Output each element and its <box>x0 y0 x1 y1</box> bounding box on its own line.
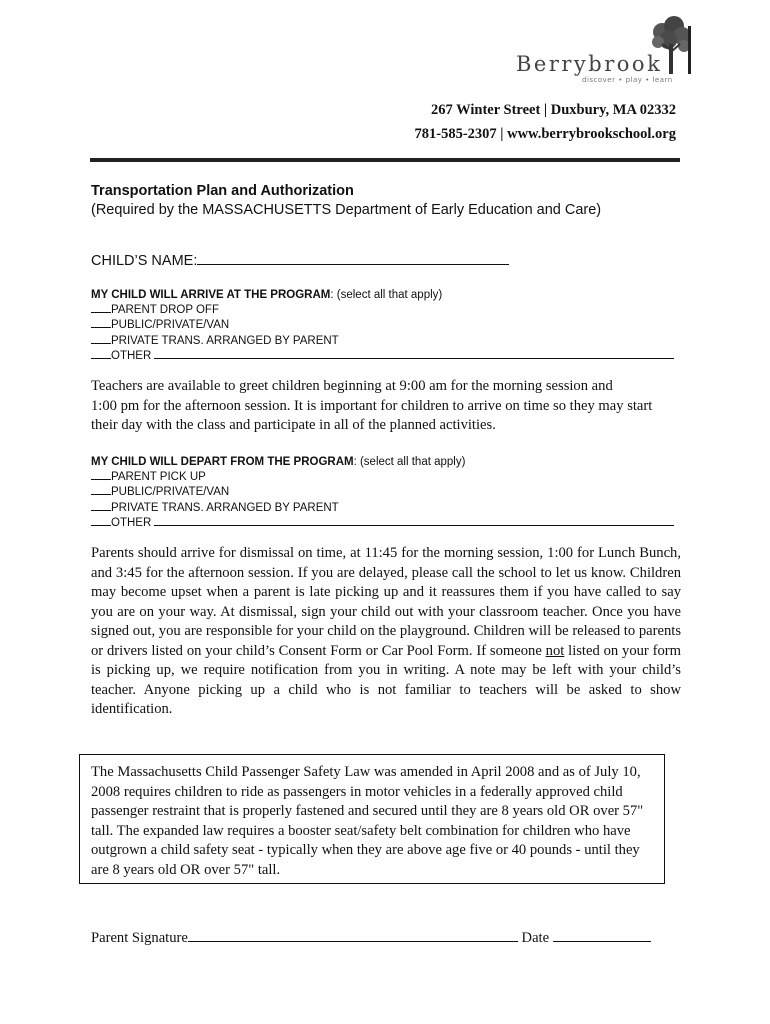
depart-section <box>91 455 674 530</box>
paragraph-line: their day with the class and participate in all of the planned activities. <box>91 417 496 433</box>
depart-option <box>91 500 674 515</box>
arrive-option-label: PRIVATE TRANS. ARRANGED BY PARENT <box>111 334 339 347</box>
notice-line: passenger restraint that is properly fastened and secured until they are 8 years old OR over 57" <box>91 803 644 819</box>
depart-heading-row <box>91 455 674 469</box>
paragraph-line: 1:00 pm for the afternoon session. It is important for children to arrive on time so they may start <box>91 397 653 414</box>
parent-signature-field[interactable] <box>188 928 518 942</box>
arrive-option-blank[interactable] <box>91 302 111 313</box>
depart-option-label: OTHER <box>111 516 152 529</box>
safety-law-notice <box>79 754 665 884</box>
contact-line: 781-585-2307 | www.berrybrookschool.org <box>414 126 676 142</box>
arrive-section <box>91 288 674 363</box>
child-name-field[interactable] <box>197 250 509 265</box>
date-field[interactable] <box>553 928 651 942</box>
parent-signature-label: Parent Signature <box>91 930 188 946</box>
dismissal-info-paragraph <box>91 544 681 720</box>
depart-option-blank[interactable] <box>91 484 111 495</box>
paragraph-line: Teachers are available to greet children beginning at 9:00 am for the morning session and <box>91 378 613 394</box>
header-divider <box>90 158 680 162</box>
depart-option-label: PRIVATE TRANS. ARRANGED BY PARENT <box>111 501 339 514</box>
depart-option-label: PARENT PICK UP <box>111 471 206 484</box>
notice-line: The Massachusetts Child Passenger Safety Law was amended in April 2008 and as of July 10, <box>91 764 641 780</box>
arrive-heading: MY CHILD WILL ARRIVE AT THE PROGRAM <box>91 289 331 301</box>
arrive-option-blank[interactable] <box>91 348 111 359</box>
school-logo <box>516 16 696 88</box>
depart-option <box>91 515 674 530</box>
emphasis-text: not <box>545 642 565 659</box>
arrive-note: : (select all that apply) <box>330 289 443 301</box>
signature-row <box>91 928 651 947</box>
form-title: Transportation Plan and Authorization <box>91 183 354 199</box>
child-name-label: CHILD’S NAME: <box>91 253 198 269</box>
arrive-option-blank[interactable] <box>91 317 111 328</box>
arrive-heading-row <box>91 288 674 302</box>
form-title-block <box>91 182 601 220</box>
depart-option <box>91 484 674 499</box>
arrive-option-blank[interactable] <box>91 333 111 344</box>
school-address <box>415 98 677 146</box>
arrive-option-label: PARENT DROP OFF <box>111 304 219 317</box>
arrive-option <box>91 333 674 348</box>
notice-line: are 8 years old OR over 57" tall. <box>91 861 281 878</box>
arrive-option <box>91 302 674 317</box>
logo-wordmark: Berrybrook <box>516 52 663 76</box>
date-label: Date <box>521 930 550 946</box>
arrive-option-label: PUBLIC/PRIVATE/VAN <box>111 319 230 332</box>
depart-option-blank[interactable] <box>91 500 111 511</box>
arrive-option <box>91 348 674 363</box>
depart-option-label: PUBLIC/PRIVATE/VAN <box>111 486 230 499</box>
depart-option-blank[interactable] <box>91 515 111 526</box>
depart-option-blank[interactable] <box>91 469 111 480</box>
notice-line: outgrown a child safety seat - typically when they are above age five or 40 pounds - until they <box>91 842 640 858</box>
depart-other-field[interactable] <box>154 515 674 526</box>
arrive-option-label: OTHER <box>111 349 152 362</box>
address-line: 267 Winter Street | Duxbury, MA 02332 <box>431 102 676 118</box>
depart-heading: MY CHILD WILL DEPART FROM THE PROGRAM <box>91 456 354 468</box>
notice-line: 2008 requires children to ride as passengers in motor vehicles in a federally approved child <box>91 783 623 800</box>
paragraph-text: Parents should arrive for dismissal on time, at 11:45 for the morning session, 1:00 for Lunch Bunch, and 3:45 for the afternoon session. If you are delayed, please call the school to let us know. Children may become upset when a parent is late picking up and it reassures them if you have called to say you are on your way. At dismissal, sign your child out with your classroom teacher. Once you have signed out, you are responsible for your child on the playground. Children will be released to parents or drivers listed on your child’s Consent Form or Car Pool Form. If someone <box>91 545 681 659</box>
arrive-info-paragraph <box>91 377 681 436</box>
form-subtitle: (Required by the MASSACHUSETTS Department of Early Education and Care) <box>91 202 602 218</box>
notice-line: tall. The expanded law requires a booster seat/safety belt combination for children who have <box>91 822 631 839</box>
paragraph-text: listed on your form is picking up, we require notification from you in writing. A note may be left with your child’s teacher. Anyone picking up a child who is not familiar to teachers will be asked to show identification. <box>91 642 681 717</box>
depart-note: : (select all that apply) <box>353 456 466 468</box>
arrive-option <box>91 317 674 332</box>
arrive-other-field[interactable] <box>154 348 674 359</box>
logo-tagline: discover • play • learn <box>582 76 673 84</box>
child-name-row <box>91 250 509 269</box>
depart-option <box>91 469 674 484</box>
